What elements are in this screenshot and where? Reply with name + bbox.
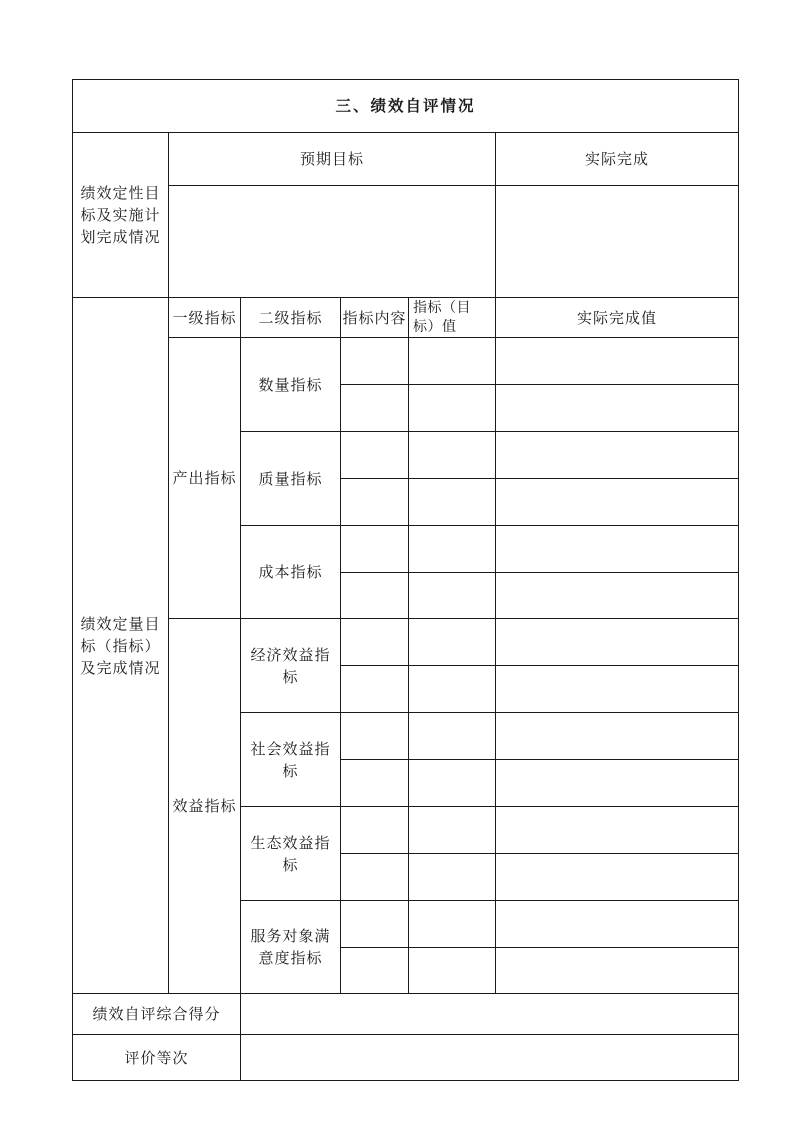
composite-score-label-text: 绩效自评综合得分 <box>92 1005 221 1023</box>
actual-cell[interactable] <box>496 713 738 759</box>
table-row <box>341 901 738 947</box>
target-cell[interactable] <box>409 854 495 900</box>
qualitative-row-label <box>73 133 168 297</box>
table-row <box>341 666 738 712</box>
evaluation-grade-label-text: 评价等次 <box>124 1048 189 1067</box>
rule <box>738 79 739 1081</box>
quantity-indicator-text: 数量指标 <box>258 375 323 394</box>
social-line2: 标 <box>282 761 299 780</box>
evaluation-grade-field[interactable] <box>241 1035 738 1080</box>
actual-cell[interactable] <box>496 573 738 618</box>
expected-goal-field[interactable] <box>169 186 495 297</box>
composite-score-field[interactable] <box>241 994 738 1034</box>
table-row <box>341 760 738 806</box>
quantitative-label-line3: 及完成情况 <box>80 658 161 677</box>
target-cell[interactable] <box>409 760 495 806</box>
content-cell[interactable] <box>341 854 408 900</box>
table-row <box>341 338 738 384</box>
target-cell[interactable] <box>409 807 495 853</box>
table-row <box>341 807 738 853</box>
benefit-indicator-label <box>169 619 240 993</box>
social-line1: 社会效益指 <box>250 739 331 758</box>
qualitative-label-line2: 标及实施计 <box>80 206 161 224</box>
table-row <box>341 432 738 478</box>
target-cell[interactable] <box>409 385 495 431</box>
target-value-header <box>409 298 495 337</box>
qualitative-label-line3: 划完成情况 <box>80 228 161 246</box>
social-benefit-indicator-label <box>241 713 340 806</box>
actual-cell[interactable] <box>496 948 738 993</box>
quantitative-label-line1: 绩效定量目 <box>80 614 161 633</box>
rule <box>72 1080 739 1081</box>
content-cell[interactable] <box>341 432 408 478</box>
quality-indicator-text: 质量指标 <box>258 469 323 488</box>
content-cell[interactable] <box>341 807 408 853</box>
content-cell[interactable] <box>341 526 408 572</box>
content-cell[interactable] <box>341 901 408 947</box>
cost-indicator-label <box>241 526 340 618</box>
economic-line2: 标 <box>282 667 299 686</box>
actual-completion-header-text: 实际完成 <box>584 150 649 168</box>
target-cell[interactable] <box>409 479 495 525</box>
level1-header-text: 一级指标 <box>172 308 237 327</box>
target-cell[interactable] <box>409 619 495 665</box>
content-cell[interactable] <box>341 713 408 759</box>
qualitative-label-line1: 绩效定性目 <box>80 184 161 202</box>
actual-value-header <box>496 298 738 337</box>
satisfaction-indicator-label <box>241 901 340 993</box>
ecological-benefit-indicator-label <box>241 807 340 900</box>
section-title-text: 三、绩效自评情况 <box>335 97 476 115</box>
actual-cell[interactable] <box>496 666 738 712</box>
level2-indicator-header <box>241 298 340 337</box>
economic-line1: 经济效益指 <box>250 645 331 664</box>
section-title <box>73 80 738 132</box>
target-cell[interactable] <box>409 901 495 947</box>
expected-goal-header <box>169 133 495 185</box>
actual-cell[interactable] <box>496 807 738 853</box>
actual-cell[interactable] <box>496 760 738 806</box>
content-cell[interactable] <box>341 385 408 431</box>
output-indicator-text: 产出指标 <box>172 469 237 487</box>
actual-cell[interactable] <box>496 619 738 665</box>
actual-cell[interactable] <box>496 432 738 478</box>
actual-cell[interactable] <box>496 385 738 431</box>
actual-cell[interactable] <box>496 479 738 525</box>
indicator-content-header <box>341 298 408 337</box>
actual-cell[interactable] <box>496 901 738 947</box>
benefit-indicator-text: 效益指标 <box>172 797 237 815</box>
satisfaction-line2: 意度指标 <box>258 949 323 967</box>
cost-indicator-text: 成本指标 <box>258 563 323 581</box>
target-cell[interactable] <box>409 432 495 478</box>
actual-completion-header <box>496 133 738 185</box>
content-header-text: 指标内容 <box>342 308 407 327</box>
target-cell[interactable] <box>409 666 495 712</box>
table-row <box>341 526 738 572</box>
table-row <box>341 479 738 525</box>
table-row <box>341 385 738 431</box>
table-row <box>341 948 738 993</box>
content-cell[interactable] <box>341 948 408 993</box>
level2-header-text: 二级指标 <box>258 308 323 327</box>
target-cell[interactable] <box>409 338 495 384</box>
content-cell[interactable] <box>341 573 408 618</box>
ecological-line2: 标 <box>282 855 299 874</box>
actual-cell[interactable] <box>496 526 738 572</box>
table-row <box>341 854 738 900</box>
evaluation-grade-label <box>73 1035 240 1080</box>
actual-value-header-text: 实际完成值 <box>576 308 657 327</box>
target-cell[interactable] <box>409 573 495 618</box>
content-cell[interactable] <box>341 338 408 384</box>
target-header-line1: 指标（目 <box>413 299 471 316</box>
content-cell[interactable] <box>341 760 408 806</box>
quantitative-row-label <box>73 298 168 993</box>
actual-cell[interactable] <box>496 854 738 900</box>
output-indicator-label <box>169 338 240 618</box>
economic-benefit-indicator-label <box>241 619 340 712</box>
content-cell[interactable] <box>341 666 408 712</box>
table-row <box>341 619 738 665</box>
target-cell[interactable] <box>409 948 495 993</box>
actual-cell[interactable] <box>496 338 738 384</box>
expected-goal-header-text: 预期目标 <box>299 150 364 168</box>
table-row <box>341 713 738 759</box>
quantitative-label-line2: 标（指标） <box>80 636 161 655</box>
target-header-line2: 标）值 <box>413 318 457 335</box>
table-row <box>341 573 738 618</box>
quantity-indicator-label <box>241 338 340 431</box>
content-cell[interactable] <box>341 479 408 525</box>
actual-completion-field[interactable] <box>496 186 738 297</box>
ecological-line1: 生态效益指 <box>250 833 331 852</box>
target-cell[interactable] <box>409 526 495 572</box>
content-cell[interactable] <box>341 619 408 665</box>
target-cell[interactable] <box>409 713 495 759</box>
quality-indicator-label <box>241 432 340 525</box>
composite-score-label <box>73 994 240 1034</box>
satisfaction-line1: 服务对象满 <box>250 927 331 945</box>
level1-indicator-header <box>169 298 240 337</box>
